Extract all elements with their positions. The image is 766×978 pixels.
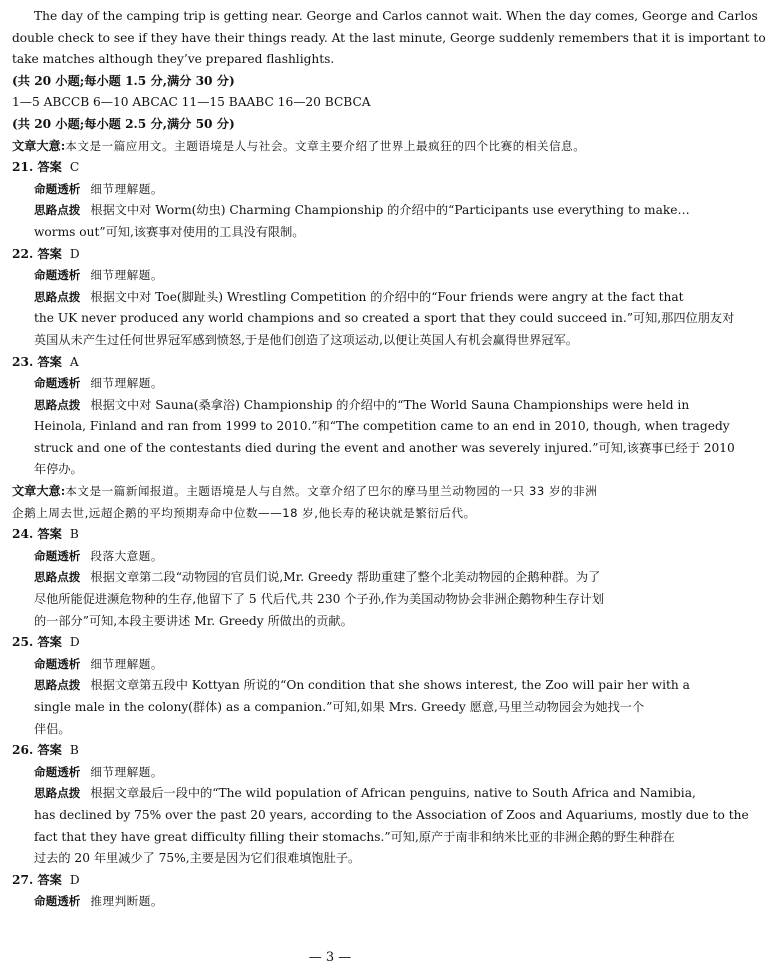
- passage-line: The day of the camping trip is getting near. George and Carlos cannot wait. When the day comes, George and Carlos: [34, 9, 758, 23]
- question-26: [12, 740, 749, 870]
- passage-line: double check to see if they have their things ready. At the last minute, George suddenly remembers that it is important to: [12, 30, 766, 45]
- question-number: 21. 答案: [12, 160, 62, 175]
- summary-text: 本文是一篇应用文。主题语境是人与社会。文章主要介绍了世界上最疯狂的四个比赛的相关信息。: [65, 138, 586, 153]
- question-23: [12, 352, 735, 482]
- type-label: 命题透析: [34, 181, 81, 196]
- type-label: 命题透析: [34, 548, 81, 563]
- type-label: 命题透析: [34, 376, 81, 391]
- analysis-text: 根据文章第二段“动物园的官员们说,Mr. Greedy 帮助重建了整个北美动物园的企鹅种群。为了: [90, 570, 601, 585]
- page-number: — 3 —: [308, 950, 352, 965]
- analysis-text: 的一部分”可知,本段主要讲述 Mr. Greedy 所做出的贡献。: [34, 613, 353, 628]
- section2-header: (共 20 小题;每小题 2.5 分,满分 50 分): [12, 116, 235, 131]
- section1-answers: 1—5 ABCCB 6—10 ABCAC 11—15 BAABC 16—20 BCBCA: [12, 95, 371, 110]
- analysis-text: struck and one of the contestants died during the event and another was severely injured.”可知,该赛事已经于 2010: [34, 440, 735, 455]
- analysis-text: 伴侣。: [34, 721, 71, 736]
- analysis-text: 英国从未产生过任何世界冠军感到愤怒,于是他们创造了这项运动,以便让英国人有机会赢得世界冠军。: [34, 332, 578, 347]
- summary-text: 本文是一篇新闻报道。主题语境是人与自然。文章介绍了巴尔的摩马里兰动物园的一只 33 岁的非洲: [65, 484, 598, 499]
- type-label: 命题透析: [34, 268, 81, 283]
- analysis-label: 思路点拨: [34, 289, 81, 304]
- question-number: 26. 答案: [12, 743, 62, 758]
- analysis-text: 根据文中对 Worm(幼虫) Charming Championship 的介绍中的“Participants use everything to make…: [90, 203, 690, 218]
- question-type: 细节理解题。: [90, 376, 163, 391]
- question-type: 细节理解题。: [90, 268, 163, 283]
- summary-1: [12, 136, 646, 158]
- question-answer: D: [69, 246, 80, 261]
- section1-header: (共 20 小题;每小题 1.5 分,满分 30 分): [12, 73, 235, 88]
- question-answer: B: [69, 527, 79, 542]
- question-type: 细节理解题。: [90, 181, 163, 196]
- analysis-text: 根据文中对 Toe(脚趾头) Wrestling Competition 的介绍中的“Four friends were angry at the fact that: [90, 289, 684, 304]
- question-type: 细节理解题。: [90, 764, 163, 779]
- question-number: 24. 答案: [12, 527, 62, 542]
- analysis-text: fact that they have great difficulty filling their stomachs.”可知,原产于南非和纳米比亚的非洲企鹅的野生种群在: [34, 829, 675, 844]
- analysis-label: 思路点拨: [34, 678, 81, 693]
- analysis-text: 根据文章第五段中 Kottyan 所说的“On condition that she shows interest, the Zoo will pair her with a: [90, 678, 690, 693]
- analysis-text: worms out”可知,该赛事对使用的工具没有限制。: [34, 224, 305, 239]
- type-label: 命题透析: [34, 656, 81, 671]
- analysis-text: Heinola, Finland and ran from 1999 to 2010.”和“The competition came to an end in 2010, though, when tragedy: [34, 419, 730, 434]
- analysis-text: 尽他所能促进濒危物种的生存,他留下了 5 代后代,共 230 个子孙,作为美国动物协会非洲企鹅物种生存计划: [34, 592, 605, 607]
- question-type: 细节理解题。: [90, 656, 163, 671]
- question-answer: A: [69, 354, 79, 369]
- analysis-label: 思路点拨: [34, 203, 81, 218]
- analysis-text: single male in the colony(群体) as a companion.”可知,如果 Mrs. Greedy 愿意,马里兰动物园会为她找一个: [34, 700, 645, 714]
- analysis-text: 根据文中对 Sauna(桑拿浴) Championship 的介绍中的“The World Sauna Championships were held in: [90, 397, 690, 412]
- question-21: [12, 157, 690, 243]
- type-label: 命题透析: [34, 764, 81, 779]
- summary-label: 文章大意:: [12, 138, 66, 153]
- analysis-text: 过去的 20 年里减少了 75%,主要是因为它们很难填饱肚子。: [34, 851, 361, 866]
- analysis-label: 思路点拨: [34, 786, 81, 801]
- type-label: 命题透析: [34, 894, 81, 909]
- analysis-text: 根据文章最后一段中的“The wild population of African penguins, native to South Africa and Namibia,: [90, 786, 696, 801]
- question-number: 23. 答案: [12, 354, 62, 369]
- question-25: [12, 632, 690, 740]
- question-answer: D: [69, 872, 80, 887]
- question-number: 27. 答案: [12, 872, 62, 887]
- summary-text: 企鹅上周去世,远超企鹅的平均预期寿命中位数——18 岁,他长寿的秘诀就是繁衍后代。: [12, 505, 476, 520]
- question-22: [12, 244, 735, 352]
- question-27: [12, 870, 646, 913]
- question-number: 22. 答案: [12, 246, 62, 261]
- analysis-text: the UK never produced any world champions and so created a sport that they could succeed in.”可知,那四位朋友对: [34, 311, 735, 326]
- question-answer: B: [69, 743, 79, 758]
- analysis-label: 思路点拨: [34, 397, 81, 412]
- analysis-text: 年停办。: [34, 462, 83, 477]
- question-24: [12, 524, 646, 632]
- question-type: 段落大意题。: [90, 548, 163, 563]
- question-type: 推理判断题。: [90, 894, 163, 909]
- analysis-label: 思路点拨: [34, 570, 81, 585]
- passage-ending: [12, 6, 766, 71]
- passage-line: take matches although they’ve prepared flashlights.: [12, 52, 335, 67]
- question-number: 25. 答案: [12, 635, 62, 650]
- summary-2: [12, 481, 646, 524]
- summary-label: 文章大意:: [12, 484, 66, 499]
- analysis-text: has declined by 75% over the past 20 years, according to the Association of Zoos and Aquariums, mostly due to the: [34, 807, 749, 822]
- question-answer: C: [69, 160, 80, 175]
- question-answer: D: [69, 635, 80, 650]
